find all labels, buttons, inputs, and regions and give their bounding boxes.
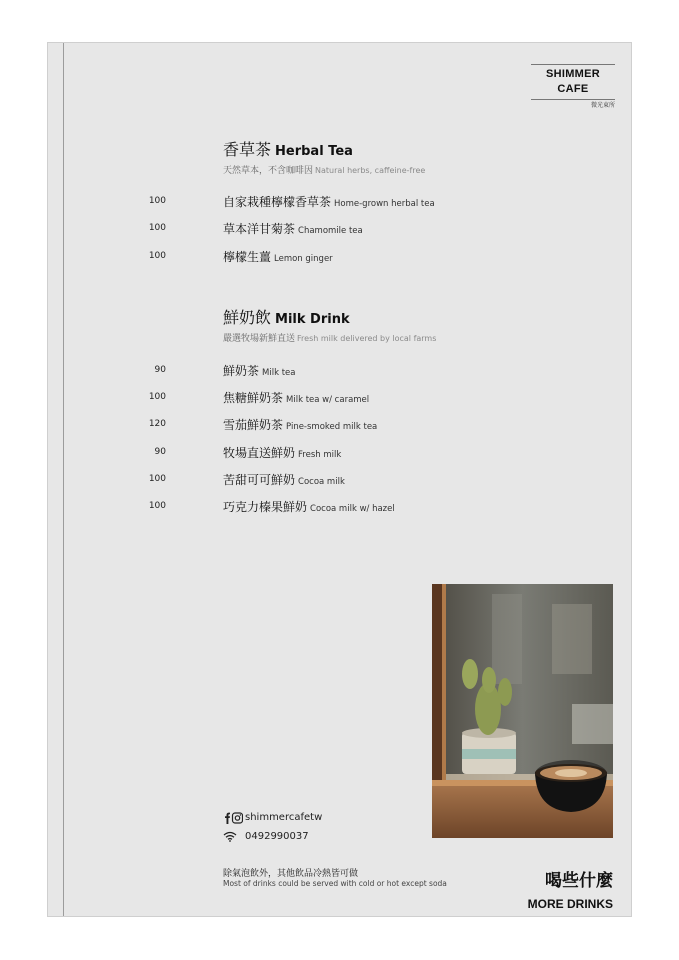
social-row[interactable] <box>223 808 322 827</box>
brand-logo <box>531 62 615 110</box>
menu-item <box>110 248 560 266</box>
item-name <box>223 362 295 382</box>
logo-rule-top <box>531 64 615 65</box>
item-name <box>223 389 369 409</box>
serving-note-en: Most of drinks could be served with cold or hot except soda <box>223 879 447 888</box>
item-name-zh: 焦糖鮮奶茶 <box>223 391 284 405</box>
section-milk-drink-header <box>223 308 436 344</box>
item-name-zh: 檸檬生薑 <box>223 250 272 264</box>
menu-item <box>110 471 560 489</box>
social-icons <box>223 812 245 824</box>
item-name-en: Home-grown herbal tea <box>334 199 435 209</box>
item-name-zh: 牧場直送鮮奶 <box>223 446 296 460</box>
section-title-zh: 香草茶 <box>223 140 272 159</box>
item-price: 100 <box>148 223 166 233</box>
item-name <box>223 471 345 491</box>
cactus-coffee-photo <box>432 584 613 838</box>
item-name <box>223 220 363 240</box>
item-name-en: Pine-smoked milk tea <box>286 422 378 432</box>
page-spine-line <box>63 43 64 916</box>
facebook-instagram-icon <box>223 812 243 824</box>
serving-note-zh: 除氣泡飲外，其他飲品冷熱皆可做 <box>223 869 359 879</box>
item-name-en: Milk tea <box>262 368 296 378</box>
item-price: 100 <box>148 196 166 206</box>
item-name-en: Milk tea w/ caramel <box>286 395 370 405</box>
item-name-en: Cocoa milk <box>298 477 345 487</box>
brand-subname: 微光東所 <box>590 102 615 109</box>
menu-item <box>110 362 560 380</box>
item-price: 100 <box>148 251 166 261</box>
item-price: 90 <box>154 365 166 375</box>
item-name-en: Fresh milk <box>298 450 342 460</box>
item-name-zh: 雪茄鮮奶茶 <box>223 418 284 432</box>
headline-en: MORE DRINKS <box>527 897 613 911</box>
item-name-en: Cocoa milk w/ hazel <box>310 504 395 514</box>
section-subtitle <box>223 163 425 176</box>
section-title-en: Herbal Tea <box>275 144 353 159</box>
photo-illustration <box>432 584 613 838</box>
item-price: 100 <box>148 392 166 402</box>
wifi-icon <box>223 831 245 842</box>
section-subtitle-en: Natural herbs, caffeine-free <box>315 166 426 175</box>
serving-note <box>223 866 447 888</box>
section-title-zh: 鮮奶飲 <box>223 308 272 327</box>
item-name <box>223 444 341 464</box>
item-name-zh: 巧克力榛果鮮奶 <box>223 500 308 514</box>
headline-zh: 喝些什麼 <box>545 871 613 891</box>
section-title-en: Milk Drink <box>275 312 350 327</box>
item-name-zh: 草本洋甘菊茶 <box>223 222 296 236</box>
menu-item <box>110 444 560 462</box>
logo-rule-bottom <box>531 99 615 100</box>
section-herbal-tea-header <box>223 140 425 176</box>
contact-block <box>223 808 322 846</box>
brand-name: SHIMMER CAFE <box>545 68 601 95</box>
phone-row[interactable] <box>223 827 322 846</box>
item-price: 90 <box>154 447 166 457</box>
section-title <box>223 308 436 330</box>
item-name <box>223 498 395 518</box>
menu-item <box>110 416 560 434</box>
social-handle: shimmercafetw <box>245 812 323 823</box>
item-name-zh: 苦甜可可鮮奶 <box>223 473 296 487</box>
item-price: 120 <box>148 419 166 429</box>
item-name-en: Lemon ginger <box>274 254 333 264</box>
menu-item <box>110 389 560 407</box>
item-name-zh: 鮮奶茶 <box>223 364 260 378</box>
item-name-en: Chamomile tea <box>298 226 363 236</box>
menu-item <box>110 498 560 516</box>
item-price: 100 <box>148 501 166 511</box>
item-name <box>223 248 333 268</box>
item-name <box>223 416 377 436</box>
section-subtitle-zh: 天然草本，不含咖啡因 <box>223 166 314 176</box>
phone-number: 0492990037 <box>245 831 309 842</box>
section-title <box>223 140 425 162</box>
item-name-zh: 自家栽種檸檬香草茶 <box>223 195 332 209</box>
section-subtitle-en: Fresh milk delivered by local farms <box>297 334 437 343</box>
section-subtitle <box>223 331 436 344</box>
menu-item <box>110 220 560 238</box>
item-price: 100 <box>148 474 166 484</box>
section-subtitle-zh: 嚴選牧場新鮮直送 <box>223 334 296 344</box>
menu-item <box>110 193 560 211</box>
item-name <box>223 193 435 213</box>
